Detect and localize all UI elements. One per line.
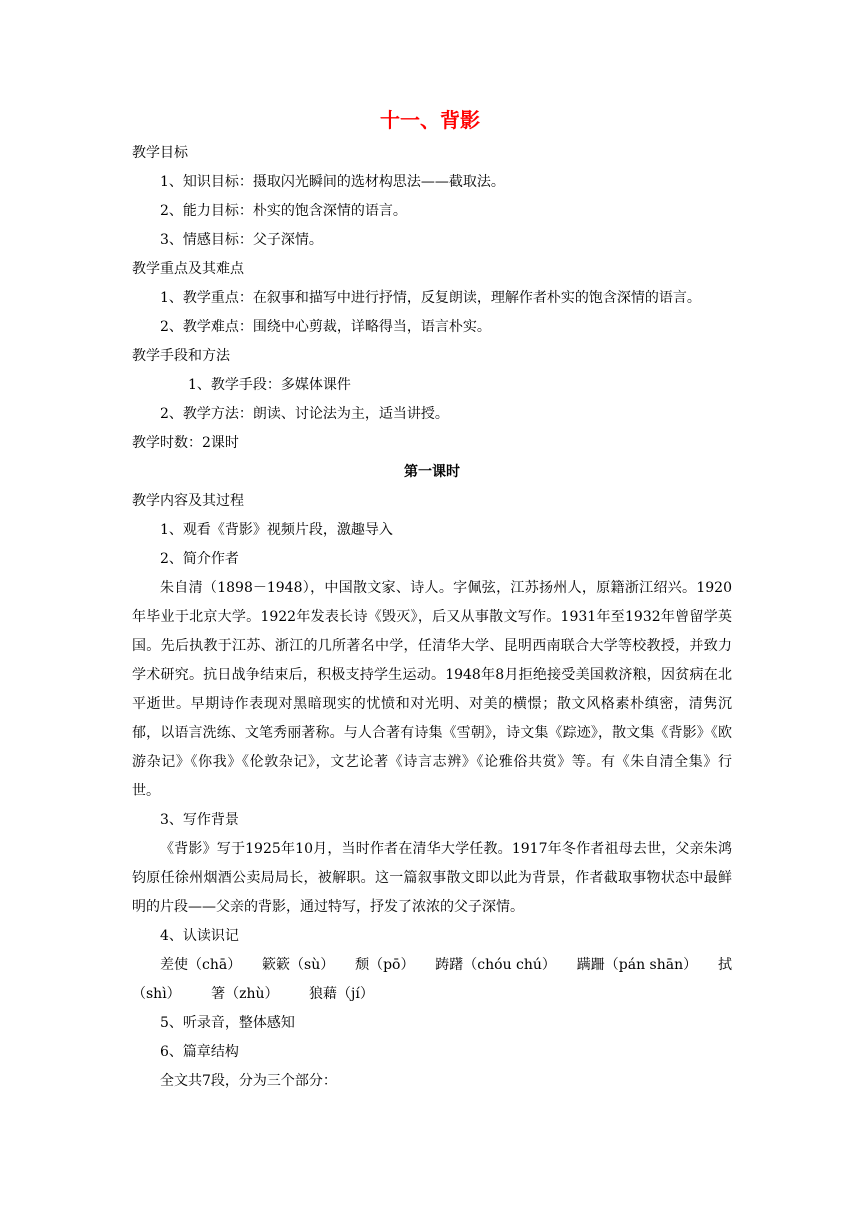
vocab-item: （shì） [132, 986, 181, 1002]
key-point: 1、教学重点：在叙事和描写中进行抒情，反复朗读，理解作者朴实的饱含深情的语言。 [160, 290, 701, 306]
step-structure: 6、篇章结构 [160, 1044, 239, 1060]
vocab-item: 颓（pō） [355, 957, 415, 973]
step-listen: 5、听录音，整体感知 [160, 1015, 295, 1031]
vocab-item: 蹒跚（pán shān） [576, 957, 698, 973]
process-heading: 教学内容及其过程 [132, 493, 244, 509]
document-body [132, 139, 732, 1096]
methods-heading: 教学手段和方法 [132, 348, 230, 364]
vocab-item: 拭 [717, 957, 732, 973]
goals-heading: 教学目标 [132, 145, 188, 161]
author-paragraph: 朱自清（1898－1948），中国散文家、诗人。字佩弦，江苏扬州人，原籍浙江绍兴。1920年毕业于北京大学。1922年发表长诗《毁灭》，后又从事散文写作。1931年至1932年曾留学英国。先后执教于江苏、浙江的几所著名中学，任清华大学、昆明西南联合大学等校教授，并致力学术研究。抗日战争结束后，积极支持学生运动。1948年8月拒绝接受美国救济粮，因贫病在北平逝世。早期诗作表现对黑暗现实的忧愤和对光明、对美的横憬；散文风格素朴缜密，清隽沉郁，以语言洗练、文笔秀丽著称。与人合著有诗集《雪朝》，诗文集《踪迹》，散文集《背影》《欧游杂记》《你我》《伦敦杂记》，文艺论著《诗言志辨》《论雅俗共赏》等。有《朱自清全集》行世。 [132, 580, 732, 799]
vocab-row-2 [132, 980, 732, 1009]
vocab-item: 踌躇（chóu chú） [435, 957, 556, 973]
vocab-item: 箸（zhù） [211, 986, 279, 1002]
lesson-heading: 第一课时 [404, 464, 460, 480]
teaching-hours: 教学时数：2课时 [132, 435, 239, 451]
goal-emotion: 3、情感目标：父子深情。 [160, 232, 323, 248]
step-intro: 1、观看《背影》视频片段，激趣导入 [160, 522, 393, 538]
vocab-row-1 [132, 951, 732, 980]
step-background: 3、写作背景 [160, 812, 239, 828]
method-means: 1、教学手段：多媒体课件 [188, 377, 351, 393]
vocab-item: 差使（chā） [160, 957, 242, 973]
step-author: 2、简介作者 [160, 551, 239, 567]
structure-line: 全文共7段，分为三个部分： [160, 1073, 337, 1089]
keypoints-heading: 教学重点及其难点 [132, 261, 244, 277]
difficult-point: 2、教学难点：围绕中心剪裁，详略得当，语言朴实。 [160, 319, 491, 335]
goal-ability: 2、能力目标：朴实的饱含深情的语言。 [160, 203, 407, 219]
vocab-item: 簌簌（sù） [262, 957, 335, 973]
document-title: 十一、背影 [380, 108, 480, 132]
vocab-item: 狼藉（jí） [309, 986, 374, 1002]
step-vocab: 4、认读识记 [160, 928, 239, 944]
goal-knowledge: 1、知识目标：摄取闪光瞬间的选材构思法——截取法。 [160, 174, 505, 190]
background-paragraph: 《背影》写于1925年10月，当时作者在清华大学任教。1917年冬作者祖母去世，父亲朱鸿钧原任徐州烟酒公卖局局长，被解职。这一篇叙事散文即以此为背景，作者截取事物状态中最鲜明的片段——父亲的背影，通过特写，抒发了浓浓的父子深情。 [132, 841, 732, 915]
method-approach: 2、教学方法：朗读、讨论法为主，适当讲授。 [160, 406, 449, 422]
